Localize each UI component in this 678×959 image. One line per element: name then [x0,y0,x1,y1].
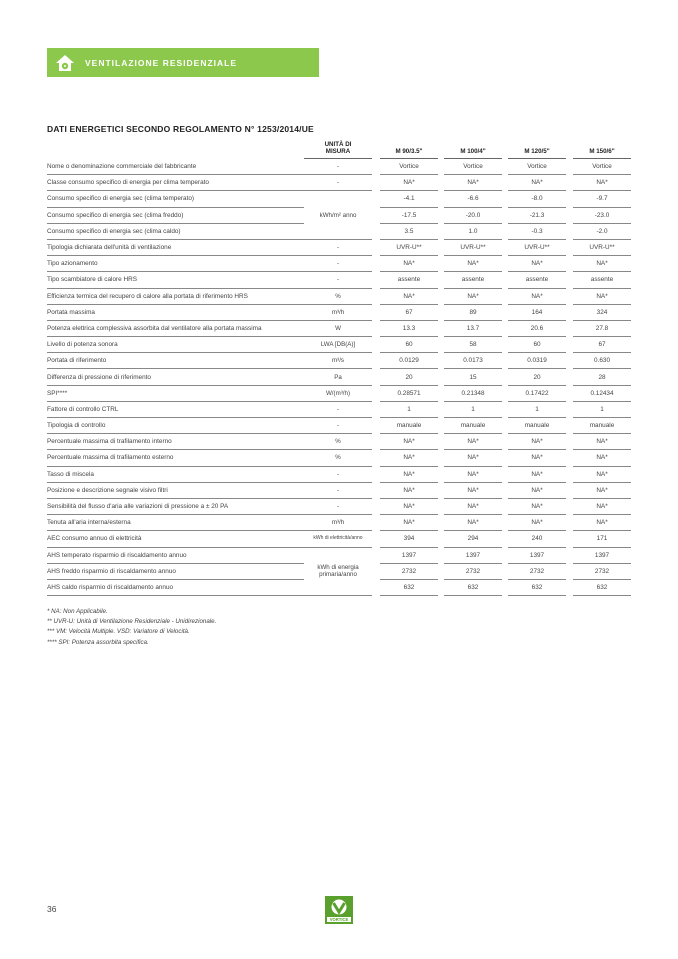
value-cell: 0.0173 [444,353,502,369]
column-gap [566,159,573,175]
value-cell: Vortice [380,159,438,175]
value-cell: 1.0 [444,223,502,239]
unit-cell: - [304,498,372,514]
unit-cell: - [304,239,372,255]
page-number: 36 [47,904,57,914]
column-gap [566,515,573,531]
row-label: AEC consumo annuo di elettricità [47,531,304,547]
unit-cell: % [304,434,372,450]
row-label: Potenza elettrica complessiva assorbita dal ventilatore alla portata massima [47,320,304,336]
column-gap [566,466,573,482]
model-header: M 90/3.5" [380,141,438,159]
row-label: Sensibilità del flusso d'aria alle variazioni di pressione a ± 20 PA [47,498,304,514]
row-label: Consumo specifico di energia sec (clima freddo) [47,207,304,223]
value-cell: 2732 [380,563,438,579]
value-cell: assente [380,272,438,288]
value-cell: NA* [380,466,438,482]
value-cell: NA* [573,434,631,450]
row-label: SPI**** [47,385,304,401]
value-cell: 632 [444,579,502,595]
column-gap [372,256,380,272]
column-gap [566,272,573,288]
value-cell: NA* [573,515,631,531]
value-cell: NA* [508,498,566,514]
row-label: Nome o denominazione commerciale del fabbricante [47,159,304,175]
unit-cell: kWh di energia primaria/anno [304,547,372,596]
column-gap [372,353,380,369]
value-cell: 67 [380,304,438,320]
column-gap [566,418,573,434]
column-gap [372,369,380,385]
value-cell: NA* [444,288,502,304]
value-cell: Vortice [573,159,631,175]
value-cell: NA* [444,466,502,482]
unit-column-header: UNITÀ DI MISURA [304,141,372,159]
value-cell: NA* [508,288,566,304]
value-cell: 1 [380,401,438,417]
value-cell: -21.3 [508,207,566,223]
value-cell: NA* [508,450,566,466]
column-gap [566,531,573,547]
column-gap [566,563,573,579]
value-cell: 60 [508,337,566,353]
table-row [47,547,631,563]
value-cell: 1397 [444,547,502,563]
value-cell: 2732 [444,563,502,579]
column-gap [372,337,380,353]
section-title: DATI ENERGETICI SECONDO REGOLAMENTO N° 1253/2014/UE [47,124,314,134]
value-cell: NA* [573,450,631,466]
value-cell: -8.0 [508,191,566,207]
row-label: Consumo specifico di energia sec (clima temperato) [47,191,304,207]
unit-cell: % [304,288,372,304]
column-gap [372,191,380,207]
value-cell: manuale [444,418,502,434]
value-cell: 171 [573,531,631,547]
value-cell: NA* [573,256,631,272]
column-gap [372,450,380,466]
column-gap [372,418,380,434]
value-cell: 164 [508,304,566,320]
model-header: M 120/5" [508,141,566,159]
value-cell: assente [508,272,566,288]
value-cell: assente [573,272,631,288]
footnote: ** UVR-U: Unità di Ventilazione Residenziale - Unidirezionale. [47,618,217,626]
table-row [47,256,631,272]
value-cell: NA* [444,515,502,531]
value-cell: -23.0 [573,207,631,223]
row-label: Tenuta all'aria interna/esterna [47,515,304,531]
value-cell: NA* [380,175,438,191]
column-gap [372,515,380,531]
section-banner [47,48,319,77]
row-label: Consumo specifico di energia sec (clima caldo) [47,223,304,239]
value-cell: 13.7 [444,320,502,336]
column-gap [566,337,573,353]
unit-cell: kWh di elettricità/anno [304,531,372,547]
unit-cell: - [304,401,372,417]
unit-cell: W/(m³/h) [304,385,372,401]
value-cell: -0.3 [508,223,566,239]
row-label: Portata di riferimento [47,353,304,369]
value-cell: NA* [508,175,566,191]
column-gap [372,482,380,498]
column-gap [372,498,380,514]
value-cell: -2.0 [573,223,631,239]
value-cell: NA* [380,450,438,466]
column-gap [372,547,380,563]
model-header: M 100/4" [444,141,502,159]
value-cell: 2732 [508,563,566,579]
unit-cell: m³/s [304,353,372,369]
column-gap [566,223,573,239]
value-cell: NA* [573,175,631,191]
value-cell: NA* [444,175,502,191]
value-cell: 58 [444,337,502,353]
row-label: Tasso di miscela [47,466,304,482]
row-label: Tipo azionamento [47,256,304,272]
column-gap [372,434,380,450]
column-gap [566,450,573,466]
column-gap [372,531,380,547]
table-header-row [47,141,631,159]
value-cell: 0.21348 [444,385,502,401]
table-row [47,191,631,207]
value-cell: 20 [380,369,438,385]
value-cell: NA* [380,288,438,304]
column-gap [566,385,573,401]
row-label: Tipologia dichiarata dell'unità di ventilazione [47,239,304,255]
footnotes [47,607,216,648]
value-cell: 324 [573,304,631,320]
unit-cell: m³/h [304,515,372,531]
value-cell: NA* [444,434,502,450]
footnote: *** VM: Velocità Multiple. VSD: Variatore di Velocità. [47,628,190,636]
value-cell: NA* [508,256,566,272]
value-cell: 28 [573,369,631,385]
row-label: AHS temperato risparmio di riscaldamento annuo [47,547,304,563]
value-cell: 1 [508,401,566,417]
unit-cell: - [304,482,372,498]
value-cell: NA* [380,482,438,498]
value-cell: 13.3 [380,320,438,336]
value-cell: NA* [444,498,502,514]
column-gap [372,207,380,223]
value-cell: 0.0319 [508,353,566,369]
value-cell: NA* [573,482,631,498]
row-label: Posizione e descrizione segnale visivo filtri [47,482,304,498]
footnote: * NA: Non Applicabile. [47,608,108,615]
table-row [47,418,631,434]
row-label: Percentuale massima di trafilamento interno [47,434,304,450]
table-row [47,288,631,304]
value-cell: 632 [508,579,566,595]
column-gap [372,159,380,175]
column-gap [372,385,380,401]
table-row [47,466,631,482]
row-label: Classe consumo specifico di energia per clima temperato [47,175,304,191]
value-cell: 1397 [573,547,631,563]
energy-data-table [47,141,631,596]
column-gap [566,175,573,191]
value-cell: 1 [573,401,631,417]
value-cell: UVR-U** [380,239,438,255]
column-gap [566,288,573,304]
banner-title: VENTILAZIONE RESIDENZIALE [85,57,238,68]
table-row [47,159,631,175]
unit-cell: m³/h [304,304,372,320]
table-row [47,175,631,191]
value-cell: 3.5 [380,223,438,239]
value-cell: NA* [508,482,566,498]
value-cell: UVR-U** [508,239,566,255]
column-gap [566,239,573,255]
footnote: **** SPI: Potenza assorbita specifica. [47,638,149,646]
unit-cell: - [304,159,372,175]
value-cell: NA* [444,482,502,498]
table-row [47,385,631,401]
value-cell: 0.17422 [508,385,566,401]
column-gap [566,401,573,417]
value-cell: 27.8 [573,320,631,336]
value-cell: NA* [380,434,438,450]
value-cell: 1397 [380,547,438,563]
unit-cell: LWA [DB(A)] [304,337,372,353]
value-cell: NA* [508,515,566,531]
row-label: Efficienza termica del recupero di calore alla portata di riferimento HRS [47,288,304,304]
value-cell: UVR-U** [444,239,502,255]
column-gap [566,353,573,369]
value-cell: 15 [444,369,502,385]
table-row [47,304,631,320]
value-cell: UVR-U** [573,239,631,255]
unit-cell: % [304,450,372,466]
value-cell: 89 [444,304,502,320]
value-cell: NA* [573,498,631,514]
column-gap [372,466,380,482]
column-gap [372,563,380,579]
column-gap [566,304,573,320]
table-row [47,320,631,336]
value-cell: NA* [573,466,631,482]
svg-text:VORTICE: VORTICE [329,917,349,923]
column-gap [372,272,380,288]
value-cell: 0.28571 [380,385,438,401]
table-row [47,272,631,288]
value-cell: 20 [508,369,566,385]
table-row [47,337,631,353]
value-cell: 1 [444,401,502,417]
column-gap [372,239,380,255]
value-cell: -20.0 [444,207,502,223]
value-cell: 394 [380,531,438,547]
value-cell: 1397 [508,547,566,563]
value-cell: 0.0129 [380,353,438,369]
row-label: Portata massima [47,304,304,320]
value-cell: -4.1 [380,191,438,207]
unit-cell: W [304,320,372,336]
unit-cell: - [304,256,372,272]
row-label: Percentuale massima di trafilamento esterno [47,450,304,466]
value-cell: NA* [380,498,438,514]
column-gap [372,579,380,595]
value-cell: NA* [508,466,566,482]
table-row [47,434,631,450]
table-row [47,482,631,498]
value-cell: NA* [380,515,438,531]
table-row [47,369,631,385]
table-row [47,239,631,255]
value-cell: 0.630 [573,353,631,369]
value-cell: NA* [508,434,566,450]
row-label: Livello di potenza sonora [47,337,304,353]
row-label: Fattore di controllo CTRL [47,401,304,417]
column-gap [566,498,573,514]
row-label: Tipologia di controllo [47,418,304,434]
table-row [47,531,631,547]
column-gap [566,191,573,207]
table-row [47,401,631,417]
row-label: Tipo scambiatore di calore HRS [47,272,304,288]
value-cell: NA* [573,288,631,304]
value-cell: manuale [573,418,631,434]
value-cell: NA* [444,256,502,272]
table-row [47,353,631,369]
column-gap [372,401,380,417]
column-gap [566,207,573,223]
column-gap [372,320,380,336]
column-gap [566,482,573,498]
value-cell: -6.6 [444,191,502,207]
value-cell: Vortice [508,159,566,175]
table-row [47,515,631,531]
model-header: M 150/6" [573,141,631,159]
vortice-logo [325,896,353,924]
column-gap [566,434,573,450]
unit-cell: - [304,466,372,482]
value-cell: 240 [508,531,566,547]
value-cell: 632 [380,579,438,595]
unit-cell: - [304,175,372,191]
column-gap [566,320,573,336]
value-cell: Vortice [444,159,502,175]
column-gap [372,175,380,191]
value-cell: 294 [444,531,502,547]
value-cell: 60 [380,337,438,353]
unit-cell: - [304,418,372,434]
column-gap [566,547,573,563]
row-label: AHS freddo risparmio di riscaldamento annuo [47,563,304,579]
table-row [47,450,631,466]
value-cell: 0.12434 [573,385,631,401]
value-cell: -17.5 [380,207,438,223]
column-gap [566,579,573,595]
value-cell: NA* [380,256,438,272]
unit-cell: kWh/m² anno [304,191,372,240]
unit-cell: Pa [304,369,372,385]
value-cell: 67 [573,337,631,353]
row-label: Differenza di pressione di riferimento [47,369,304,385]
column-gap [372,223,380,239]
unit-cell: - [304,272,372,288]
house-fan-icon [55,53,75,73]
value-cell: NA* [444,450,502,466]
column-gap [372,288,380,304]
column-gap [566,256,573,272]
value-cell: -9.7 [573,191,631,207]
value-cell: 2732 [573,563,631,579]
value-cell: 632 [573,579,631,595]
value-cell: assente [444,272,502,288]
value-cell: manuale [380,418,438,434]
value-cell: 20.6 [508,320,566,336]
column-gap [372,304,380,320]
value-cell: manuale [508,418,566,434]
table-row [47,498,631,514]
row-label: AHS caldo risparmio di riscaldamento annuo [47,579,304,595]
column-gap [566,369,573,385]
